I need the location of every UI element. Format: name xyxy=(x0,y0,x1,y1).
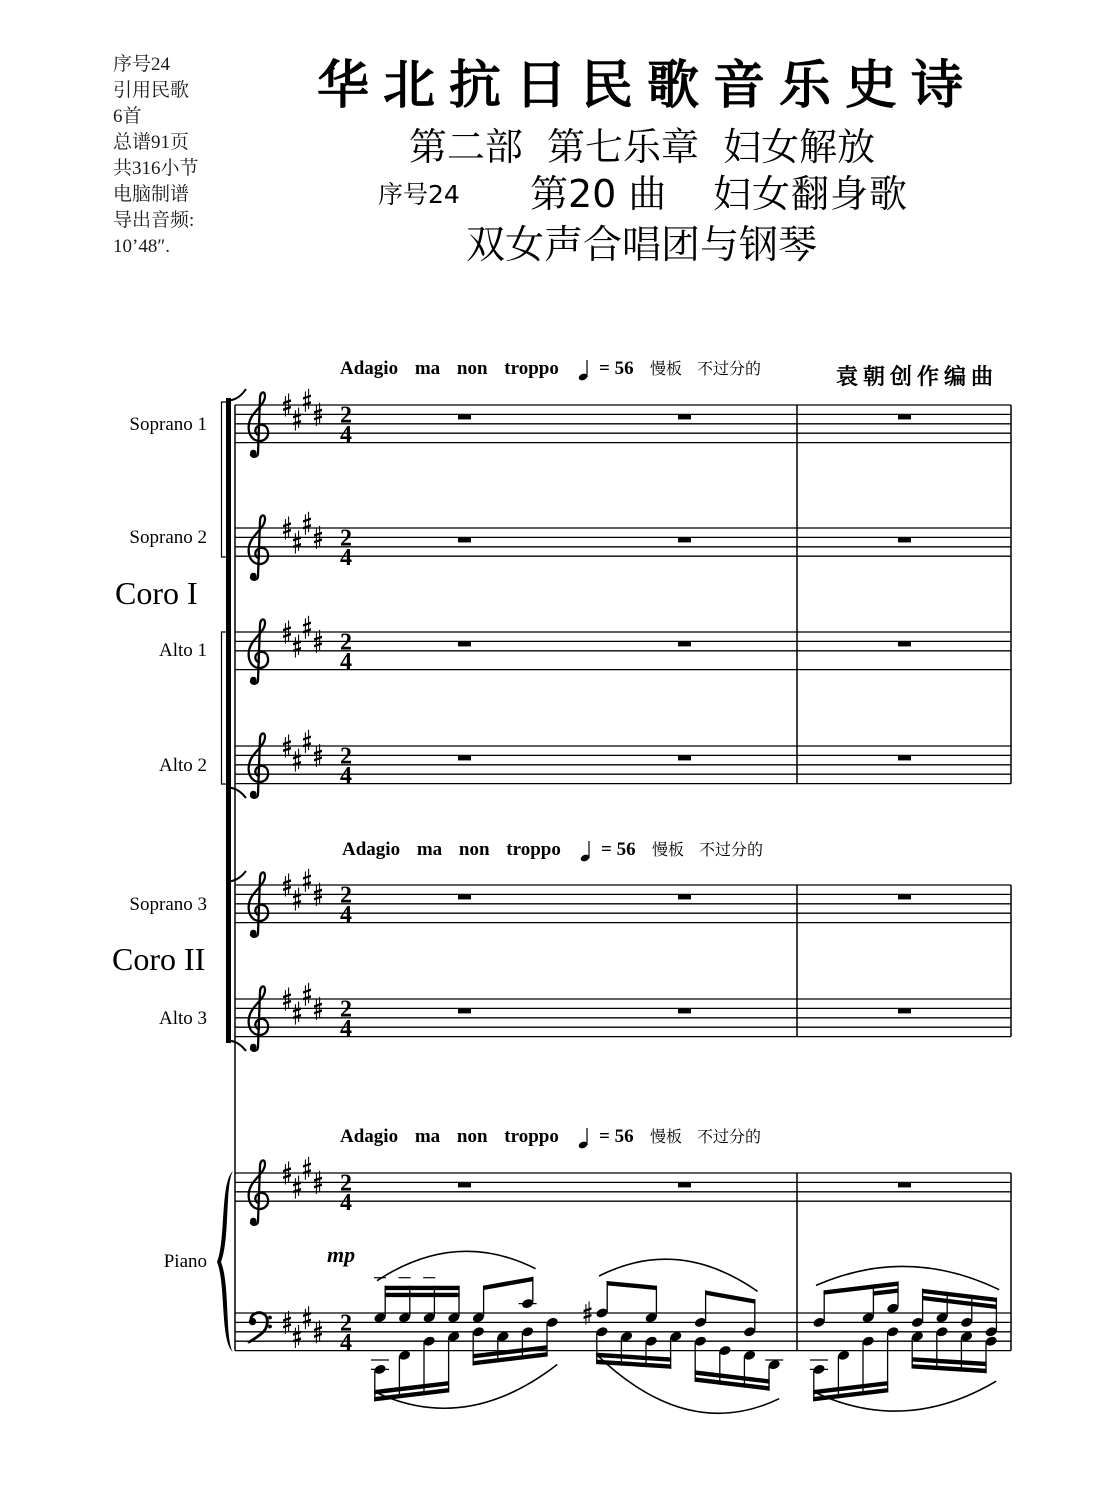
whole-rest xyxy=(458,755,471,760)
staff-label-alto-2: Alto 2 xyxy=(158,755,207,776)
treble-clef-icon xyxy=(249,619,268,683)
beam xyxy=(705,1290,755,1303)
whole-rest xyxy=(898,641,911,646)
whole-rest xyxy=(458,1182,471,1187)
whole-rest xyxy=(898,1182,911,1187)
key-signature-sharp-icon xyxy=(303,983,311,1006)
choir-bracket-bar xyxy=(226,398,231,1043)
whole-rest xyxy=(898,1008,911,1013)
staff-label-soprano-1: Soprano 1 xyxy=(129,414,207,435)
beam-group xyxy=(694,1290,757,1337)
tempo-bpm: = 56 xyxy=(601,839,636,860)
score-subtitle: 第二部 第七乐章 妇女解放 xyxy=(408,125,876,169)
sub-bracket-sopranos xyxy=(222,402,227,557)
tempo-text: Adagio ma non troppo xyxy=(340,1126,559,1147)
treble-clef-icon xyxy=(249,392,268,456)
beam-group xyxy=(373,1278,460,1324)
bass-clef-icon xyxy=(249,1313,272,1342)
key-signature-sharp-icon xyxy=(303,730,311,753)
beam xyxy=(385,1286,460,1290)
staff-label-alto-3: Alto 3 xyxy=(158,1008,207,1029)
beam-group xyxy=(694,1335,784,1390)
key-signature-sharp-icon xyxy=(293,1002,301,1025)
info-line-quoted-songs: 引用民歌 xyxy=(113,80,190,101)
whole-rest xyxy=(458,414,471,419)
staff-label-alto-1: Alto 1 xyxy=(158,640,207,661)
beam-group xyxy=(911,1326,998,1373)
slur-below xyxy=(374,1365,557,1409)
tempo-text: Adagio ma non troppo xyxy=(340,358,559,379)
staff-alto-2 xyxy=(235,730,1011,798)
key-signature-sharp-icon xyxy=(293,1176,301,1199)
time-signature-top: 2 xyxy=(340,402,352,429)
whole-rest xyxy=(458,894,471,899)
whole-rest xyxy=(678,755,691,760)
piano-brace xyxy=(217,1171,233,1352)
treble-clef-icon xyxy=(249,986,268,1050)
tempo-cn-expression: 不过分的 xyxy=(697,359,762,378)
tempo-cn-label: 慢板 xyxy=(652,840,685,859)
time-signature-bottom: 4 xyxy=(340,545,352,571)
key-signature-sharp-icon xyxy=(303,616,311,639)
staff-label-soprano-3: Soprano 3 xyxy=(129,894,207,915)
staff-piano-treble xyxy=(235,1157,1011,1225)
key-signature-sharp-icon xyxy=(303,389,311,412)
beam-group xyxy=(584,1281,659,1325)
tempo-bpm: = 56 xyxy=(599,358,634,379)
time-signature-bottom: 4 xyxy=(340,1330,352,1356)
whole-rest xyxy=(678,537,691,542)
beam xyxy=(607,1281,657,1290)
piece-number: 第20 曲 xyxy=(530,172,667,216)
key-signature-sharp-icon xyxy=(303,512,311,535)
whole-rest xyxy=(458,641,471,646)
staff-soprano-1 xyxy=(235,389,1011,457)
time-signature-top: 2 xyxy=(340,996,352,1023)
instrumentation: 双女声合唱团与钢琴 xyxy=(466,223,818,268)
staff-alto-3 xyxy=(235,983,1011,1051)
tempo-text: Adagio ma non troppo xyxy=(342,839,561,860)
time-signature-bottom: 4 xyxy=(340,1190,352,1216)
whole-rest xyxy=(458,1008,471,1013)
tempo-cn-expression: 不过分的 xyxy=(699,840,764,859)
key-signature-sharp-icon xyxy=(293,749,301,772)
info-line-index: 序号24 xyxy=(113,54,171,75)
info-line-audio-export: 导出音频: xyxy=(113,210,195,231)
whole-rest xyxy=(678,1182,691,1187)
tempo-cn-label: 慢板 xyxy=(650,359,683,378)
tempo-cn-expression: 不过分的 xyxy=(697,1127,762,1146)
info-line-engraving: 电脑制谱 xyxy=(113,184,190,205)
treble-clef-icon xyxy=(249,1160,268,1224)
staff-label-piano: Piano xyxy=(163,1251,207,1272)
time-signature-bottom: 4 xyxy=(340,1016,352,1042)
whole-rest xyxy=(678,414,691,419)
whole-rest xyxy=(678,894,691,899)
group-label-coro-2: Coro II xyxy=(112,941,206,977)
whole-rest xyxy=(898,894,911,899)
tempo-bpm: = 56 xyxy=(599,1126,634,1147)
beam-group xyxy=(472,1277,537,1324)
key-signature-sharp-icon xyxy=(303,869,311,892)
slur-above xyxy=(816,1266,999,1289)
key-signature-sharp-icon xyxy=(293,531,301,554)
treble-clef-icon xyxy=(249,515,268,579)
beam-group xyxy=(810,1326,900,1402)
beam-group xyxy=(812,1281,899,1328)
time-signature-bottom: 4 xyxy=(340,902,352,928)
choir-bracket xyxy=(226,389,246,1051)
tempo-cn-label: 慢板 xyxy=(650,1127,683,1146)
time-signature-bottom: 4 xyxy=(340,763,352,789)
key-signature-sharp-icon xyxy=(293,888,301,911)
info-line-song-count: 6首 xyxy=(113,106,142,127)
beam xyxy=(483,1277,533,1290)
composer-credit: 袁朝创作编曲 xyxy=(836,365,999,390)
group-label-coro-1: Coro I xyxy=(115,575,198,611)
time-signature-top: 2 xyxy=(340,1170,352,1197)
whole-rest xyxy=(678,1008,691,1013)
key-signature-sharp-icon xyxy=(303,1157,311,1180)
notation-layer xyxy=(235,389,1011,1413)
key-signature-sharp-icon xyxy=(293,635,301,658)
secondary-beam xyxy=(873,1288,899,1295)
slur-above xyxy=(377,1251,536,1280)
piece-title: 妇女翻身歌 xyxy=(713,172,909,216)
time-signature-top: 2 xyxy=(340,743,352,770)
staff-alto-1 xyxy=(235,616,1011,684)
secondary-beam xyxy=(385,1293,460,1297)
score-title: 华北抗日民歌音乐史诗 xyxy=(316,56,977,116)
info-line-measure-count: 共316小节 xyxy=(113,158,199,179)
info-line-page-count: 总谱91页 xyxy=(113,132,190,153)
whole-rest xyxy=(898,414,911,419)
info-line-duration: 10’48″. xyxy=(113,236,170,257)
staff-soprano-3 xyxy=(235,869,1011,937)
sub-bracket-altos xyxy=(222,632,227,784)
time-signature-top: 2 xyxy=(340,525,352,552)
key-signature-sharp-icon xyxy=(303,1306,311,1329)
key-signature-sharp-icon xyxy=(293,408,301,431)
whole-rest xyxy=(898,537,911,542)
whole-rest xyxy=(898,755,911,760)
treble-clef-icon xyxy=(249,872,268,936)
whole-rest xyxy=(678,641,691,646)
time-signature-bottom: 4 xyxy=(340,649,352,675)
staff-soprano-2 xyxy=(235,512,1011,580)
whole-rest xyxy=(458,537,471,542)
time-signature-bottom: 4 xyxy=(340,422,352,448)
staff-label-soprano-2: Soprano 2 xyxy=(129,527,207,548)
time-signature-top: 2 xyxy=(340,1310,352,1337)
treble-clef-icon xyxy=(249,733,268,797)
time-signature-top: 2 xyxy=(340,629,352,656)
time-signature-top: 2 xyxy=(340,882,352,909)
dynamic-marking: mp xyxy=(327,1242,356,1267)
piece-index: 序号24 xyxy=(378,180,460,209)
key-signature-sharp-icon xyxy=(293,1325,301,1348)
